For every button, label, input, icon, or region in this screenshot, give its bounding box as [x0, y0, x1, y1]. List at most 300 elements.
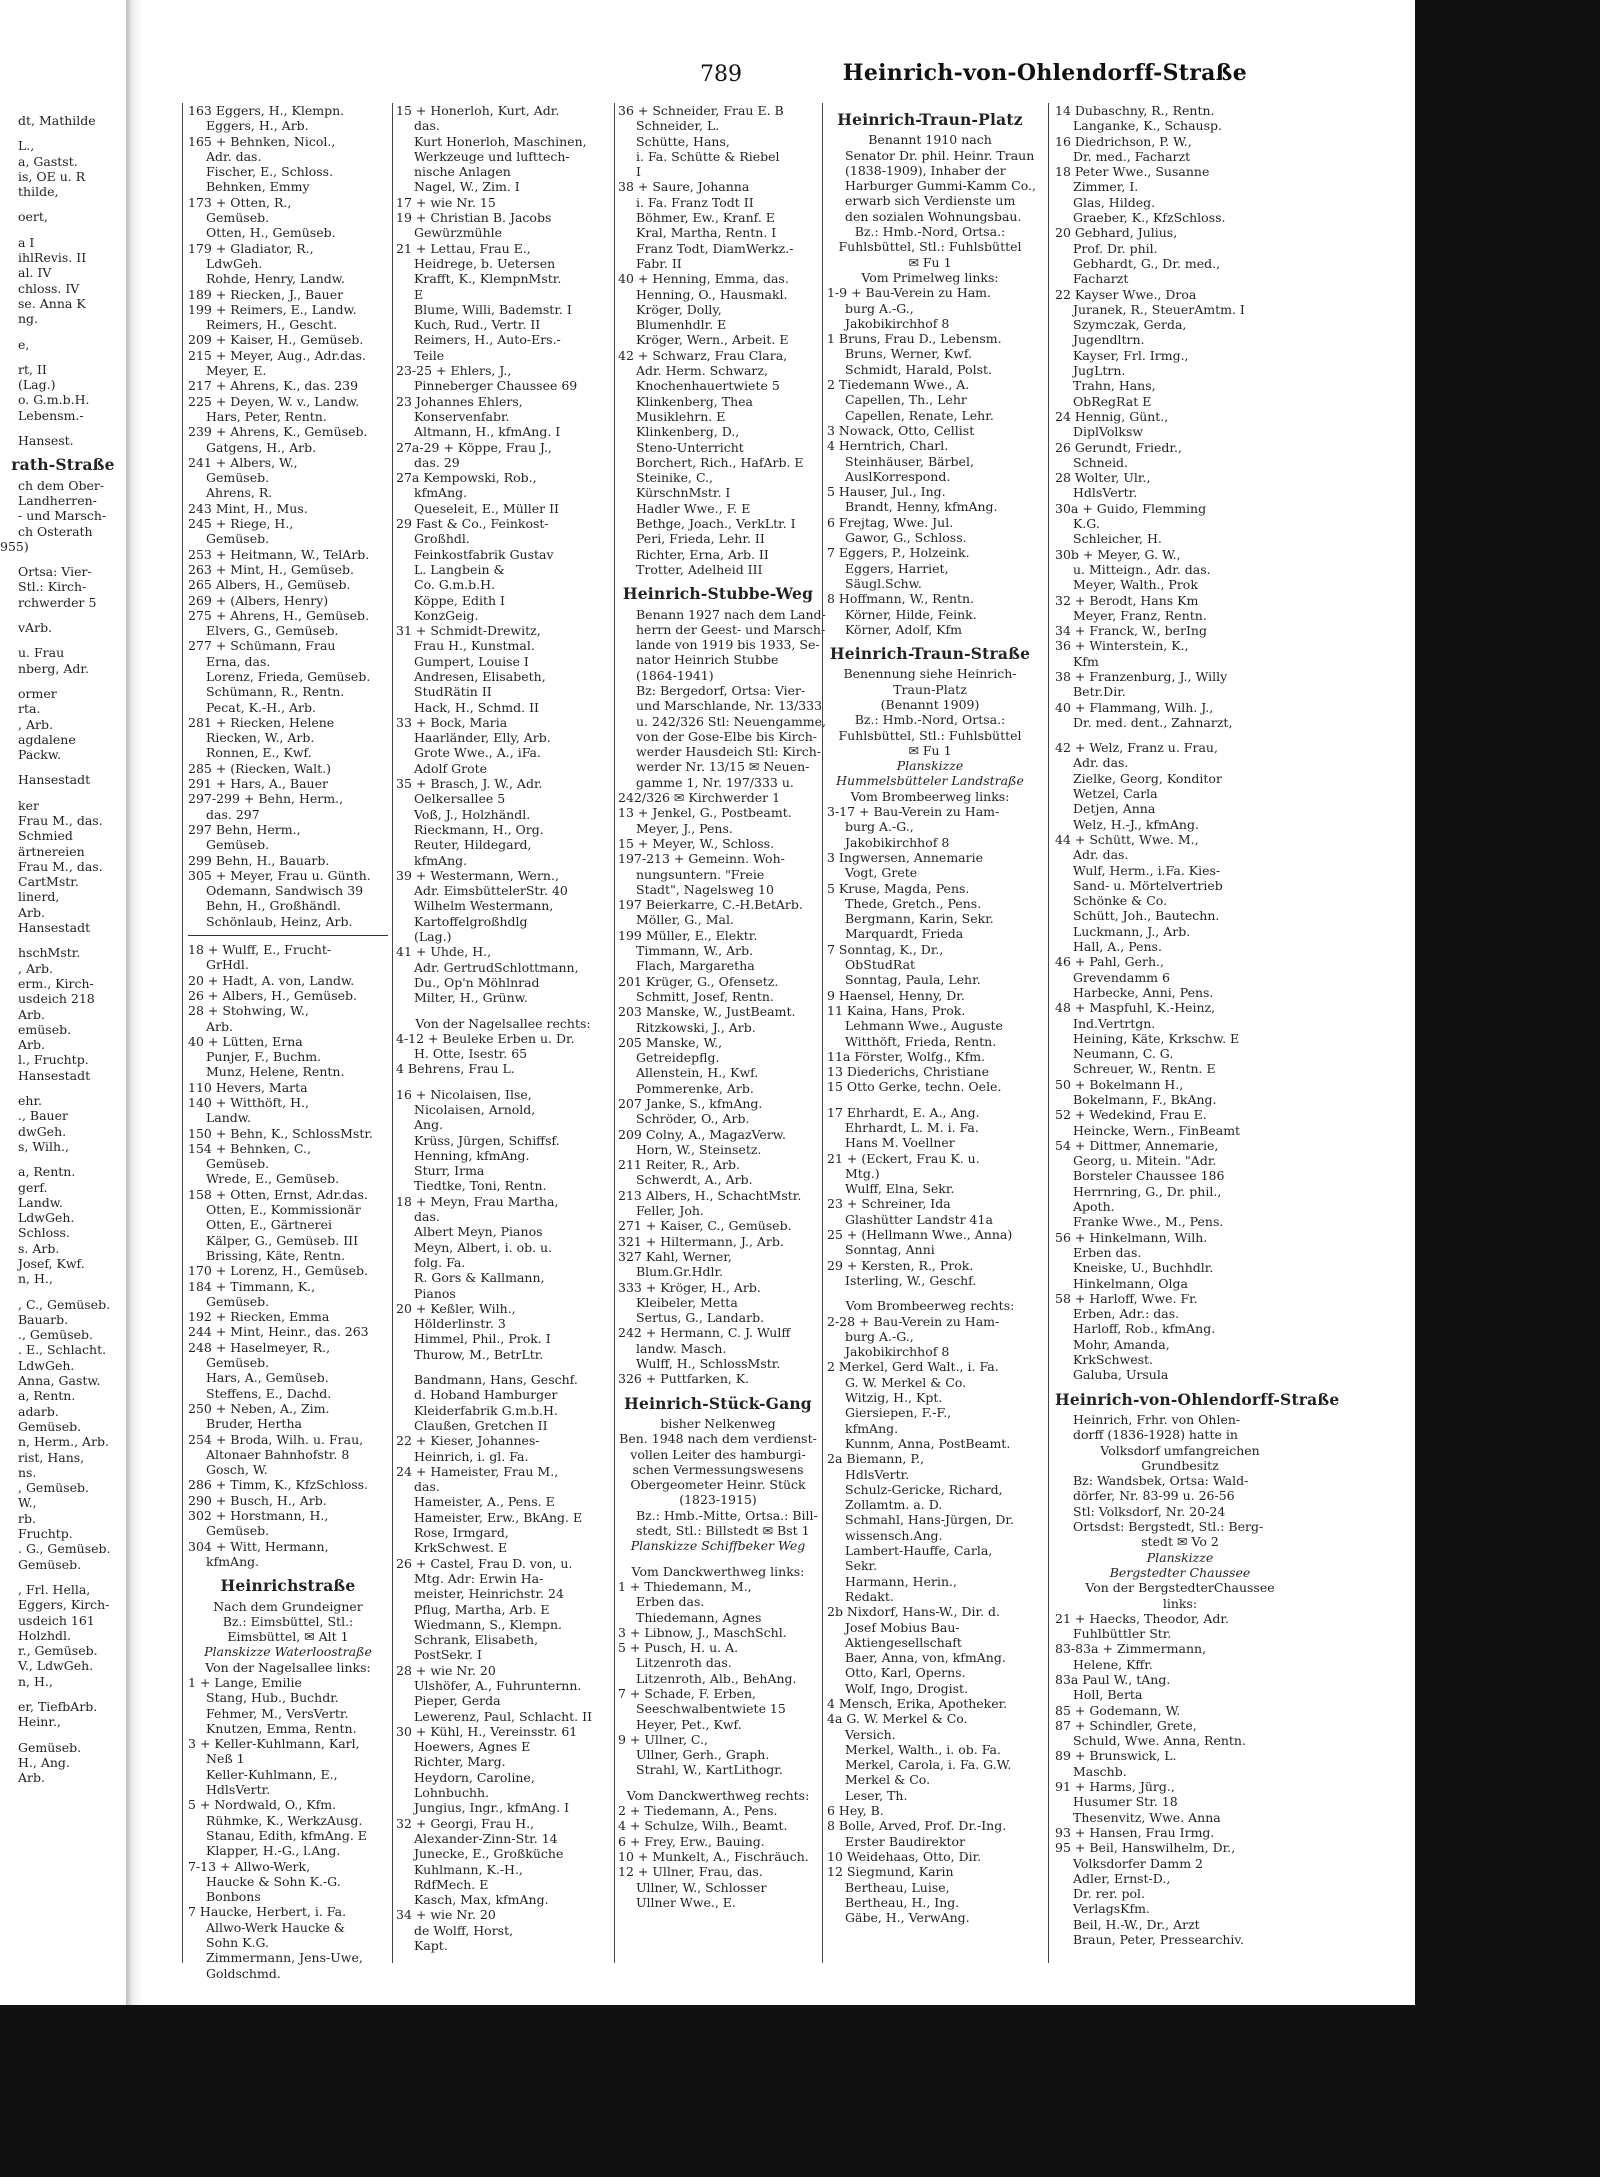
directory-entry: 281 + Riecken, Helene: [188, 714, 335, 730]
directory-entry: Kartoffelgroßhdlg: [414, 913, 528, 929]
directory-entry: Arb.: [18, 1770, 45, 1786]
directory-entry: Kröger, Wern., Arbeit. E: [636, 332, 789, 348]
column-3: [618, 103, 827, 1910]
directory-entry: Sturr, Irma: [414, 1163, 485, 1179]
directory-entry: 23 + Schreiner, Ida: [827, 1196, 951, 1212]
directory-entry: Sonntag, Paula, Lehr.: [845, 972, 981, 988]
directory-entry: nator Heinrich Stubbe: [636, 652, 779, 668]
directory-entry: 254 + Broda, Wilh. u. Frau,: [188, 1431, 364, 1447]
directory-entry: Heyer, Pet., Kwf.: [636, 1716, 742, 1732]
directory-entry: 197 Beierkarre, C.-H.BetArb.: [618, 897, 803, 913]
directory-entry: 305 + Meyer, Frau u. Günth.: [188, 867, 371, 883]
directory-entry: Milter, H., Grünw.: [414, 990, 528, 1006]
directory-entry: 91 + Harms, Jürg.,: [1055, 1779, 1175, 1795]
directory-entry: 199 + Reimers, E., Landw.: [188, 301, 357, 317]
directory-entry: Werkzeuge und lufttech-: [414, 148, 570, 164]
spacer: [827, 1288, 1033, 1298]
directory-entry: al. IV: [18, 265, 52, 281]
directory-entry: LdwGeh.: [18, 1357, 75, 1373]
directory-entry: oert,: [18, 209, 48, 225]
directory-entry: Josef Mobius Bau-: [845, 1619, 960, 1635]
directory-entry: rchwerder 5: [18, 594, 97, 610]
directory-entry: landw. Masch.: [636, 1340, 727, 1356]
directory-entry: Ang.: [414, 1117, 444, 1133]
directory-entry: Schütt, Joh., Bautechn.: [1073, 908, 1220, 924]
planskizze-note: Planskizze Waterloostraße: [204, 1644, 372, 1660]
directory-entry: Pecat, K.-H., Arb.: [206, 699, 317, 715]
directory-entry: 2 Tiedemann Wwe., A.: [827, 377, 970, 393]
directory-entry: 29 + Kersten, R., Prok.: [827, 1257, 974, 1273]
directory-entry: 265 Albers, H., Gemüseb.: [188, 577, 351, 593]
directory-entry: Bandmann, Hans, Geschf.: [414, 1372, 578, 1388]
spacer: [0, 635, 126, 645]
directory-entry: Alexander-Zinn-Str. 14: [414, 1830, 558, 1846]
directory-entry: Jakobikirchhof 8: [845, 315, 950, 331]
directory-entry: 11a Förster, Wolfg., Kfm.: [827, 1048, 986, 1064]
directory-entry: Hameister, Erw., BkAng. E: [414, 1509, 583, 1525]
directory-entry: Detjen, Anna: [1073, 801, 1156, 817]
directory-entry: rta.: [18, 701, 41, 717]
directory-entry: Glas, Hildeg.: [1073, 194, 1156, 210]
directory-entry: Gemüseb.: [206, 470, 270, 486]
directory-entry: 211 Reiter, R., Arb.: [618, 1157, 740, 1173]
directory-entry: 21 + Haecks, Theodor, Adr.: [1055, 1610, 1230, 1626]
directory-entry: 22 Kayser Wwe., Droa: [1055, 286, 1197, 302]
directory-entry: Himmel, Phil., Prok. I: [414, 1331, 551, 1347]
directory-entry: burg A.-G.,: [845, 300, 914, 316]
directory-entry: , Arb.: [18, 960, 53, 976]
spacer: [0, 423, 126, 433]
directory-entry: Blumenhdlr. E: [636, 317, 727, 333]
directory-entry: n, Herm., Arb.: [18, 1434, 110, 1450]
spacer: [0, 128, 126, 138]
directory-entry: Gemüseb.: [18, 1418, 82, 1434]
directory-entry: Steffens, E., Dachd.: [206, 1385, 332, 1401]
spacer: [0, 1083, 126, 1093]
street-info-line: Fuhlsbüttel, Stl.: Fuhlsbüttel: [838, 727, 1022, 743]
directory-entry: Steinhäuser, Bärbel,: [845, 453, 974, 469]
directory-entry: Krüss, Jürgen, Schiffsf.: [414, 1132, 560, 1148]
directory-entry: 7 Haucke, Herbert, i. Fa.: [188, 1904, 347, 1920]
directory-entry: Sohn K.G.: [206, 1935, 269, 1951]
directory-entry: Hans M. Voellner: [845, 1135, 955, 1151]
directory-entry: 201 Krüger, G., Ofensetz.: [618, 973, 779, 989]
directory-entry: Hansestadt: [18, 772, 91, 788]
directory-entry: Meyer, Franz, Rentn.: [1073, 607, 1207, 623]
directory-entry: Fehmer, M., VersVertr.: [206, 1705, 349, 1721]
directory-entry: Ritzkowski, J., Arb.: [636, 1019, 756, 1035]
directory-entry: Kasch, Max, kfmAng.: [414, 1892, 549, 1908]
directory-entry: n, H.,: [18, 1271, 53, 1287]
directory-entry: usdeich 218: [18, 991, 95, 1007]
directory-entry: Graeber, K., KfzSchloss.: [1073, 210, 1226, 226]
directory-entry: Harburger Gummi-Kamm Co.,: [845, 178, 1036, 194]
directory-entry: Aktiengesellschaft: [845, 1634, 962, 1650]
directory-entry: Hoewers, Agnes E: [414, 1739, 531, 1755]
directory-entry: Peri, Frieda, Lehr. II: [636, 531, 765, 547]
street-info-line: Ben. 1948 nach dem verdienst-: [619, 1431, 817, 1447]
directory-entry: 26 + Castel, Frau D. von, u.: [396, 1555, 573, 1571]
street-info-line: vollen Leiter des hamburgi-: [630, 1446, 806, 1462]
directory-entry: Jungius, Ingr., kfmAng. I: [414, 1800, 570, 1816]
directory-entry: Anna, Gastw.: [18, 1373, 101, 1389]
directory-entry: 8 Hoffmann, W., Rentn.: [827, 591, 975, 607]
directory-entry: 35 + Brasch, J. W., Adr.: [396, 776, 543, 792]
directory-entry: Schrank, Elisabeth,: [414, 1632, 539, 1648]
directory-entry: Schröder, O., Arb.: [636, 1111, 750, 1127]
street-info-line: schen Vermessungswesens: [632, 1461, 804, 1477]
directory-entry: 83a Paul W., tAng.: [1055, 1671, 1171, 1687]
directory-entry: 7 Eggers, P., Holzeink.: [827, 545, 970, 561]
directory-entry: 34 + Franck, W., berIng: [1055, 623, 1207, 639]
directory-entry: ng.: [18, 311, 39, 327]
directory-entry: Gumpert, Louise I: [414, 653, 529, 669]
directory-entry: 56 + Hinkelmann, Wilh.: [1055, 1229, 1208, 1245]
directory-entry: kfmAng.: [845, 1420, 899, 1436]
directory-entry: Jakobikirchhof 8: [845, 1344, 950, 1360]
directory-entry: agdalene: [18, 731, 76, 747]
directory-entry: das.: [414, 1479, 440, 1495]
directory-entry: Bz: Bergedorf, Ortsa: Vier-: [636, 682, 806, 698]
directory-entry: dörfer, Nr. 83-99 u. 26-56: [1073, 1488, 1235, 1504]
directory-entry: Adr. Herm. Schwarz,: [636, 363, 768, 379]
directory-entry: Altmann, H., kfmAng. I: [414, 424, 561, 440]
directory-entry: 5 + Nordwald, O., Kfm.: [188, 1797, 337, 1813]
directory-entry: Meyer, J., Pens.: [636, 820, 733, 836]
directory-entry: 27a-29 + Köppe, Frau J.,: [396, 439, 552, 455]
directory-entry: Ehrhardt, L. M. i. Fa.: [845, 1120, 979, 1135]
directory-entry: 217 + Ahrens, K., das. 239: [188, 378, 359, 394]
directory-entry: Schmitt, Josef, Rentn.: [636, 988, 774, 1004]
directory-entry: 7 + Schade, F. Erben,: [618, 1685, 756, 1701]
directory-entry: Schütte, Hans,: [636, 133, 730, 149]
directory-entry: 18 + Wulff, E., Frucht-: [188, 942, 332, 958]
directory-entry: Stl: Volksdorf, Nr. 20-24: [1073, 1503, 1226, 1519]
street-info-line: Grundbesitz: [1141, 1457, 1219, 1473]
directory-entry: ch dem Ober-: [18, 477, 105, 493]
directory-entry: Kneiske, U., Buchhdlr.: [1073, 1260, 1214, 1276]
directory-entry: kfmAng.: [206, 1553, 260, 1569]
directory-entry: Elvers, G., Gemüseb.: [206, 623, 339, 639]
directory-entry: Bethge, Joach., VerkLtr. I: [636, 516, 796, 532]
directory-entry: Lehmann Wwe., Auguste: [845, 1018, 1003, 1034]
directory-entry: gerf.: [18, 1179, 48, 1195]
directory-entry: 3-17 + Bau-Verein zu Ham-: [827, 804, 1000, 820]
directory-entry: 290 + Busch, H., Arb.: [188, 1492, 327, 1508]
directory-entry: u. Frau: [18, 645, 65, 661]
directory-entry: H. Otte, Isestr. 65: [414, 1046, 528, 1062]
directory-entry: Heinrich, Frhr. von Ohlen-: [1073, 1411, 1241, 1427]
directory-entry: Schulz-Gericke, Richard,: [845, 1481, 1003, 1497]
street-info-line: Vom Brombeerweg rechts:: [845, 1298, 1015, 1314]
spacer: [0, 762, 126, 772]
directory-entry: 3 + Libnow, J., MaschSchl.: [618, 1624, 787, 1640]
directory-entry: LdwGeh.: [206, 255, 263, 271]
directory-entry: Franz Todt, DiamWerkz.-: [636, 240, 794, 256]
directory-entry: Merkel, Walth., i. ob. Fa.: [845, 1741, 1001, 1757]
directory-entry: Gemüseb.: [206, 531, 270, 547]
directory-entry: 215 + Meyer, Aug., Adr.das.: [188, 347, 366, 363]
directory-entry: folg. Fa.: [414, 1254, 466, 1270]
directory-entry: 184 + Timmann, K.,: [188, 1278, 316, 1294]
directory-entry: 20 + Hadt, A. von, Landw.: [188, 972, 355, 988]
directory-entry: 302 + Horstmann, H.,: [188, 1508, 329, 1524]
street-heading: Heinrich-Stubbe-Weg: [622, 584, 814, 604]
directory-entry: Blum.Gr.Hdlr.: [636, 1264, 724, 1280]
directory-entry: 42 + Welz, Franz u. Frau,: [1055, 740, 1218, 756]
directory-entry: von der Gose-Elbe bis Kirch-: [636, 728, 817, 744]
directory-entry: 16 Diedrichson, P. W.,: [1055, 133, 1192, 149]
directory-entry: Goldschmd.: [206, 1965, 281, 1981]
directory-entry: Ullner, Gerh., Graph.: [636, 1747, 770, 1763]
column-rule: [614, 103, 615, 1963]
directory-entry: 16 + Nicolaisen, Ilse,: [396, 1086, 532, 1102]
directory-entry: Heydorn, Caroline,: [414, 1769, 535, 1785]
directory-entry: 26 Gerundt, Friedr.,: [1055, 439, 1182, 455]
directory-entry: 333 + Kröger, H., Arb.: [618, 1279, 761, 1295]
directory-entry: Wolf, Ingo, Drogist.: [845, 1680, 969, 1696]
directory-entry: Haarländer, Elly, Arb.: [414, 730, 551, 746]
directory-entry: Kapt.: [414, 1938, 448, 1954]
directory-entry: Holzhdl.: [18, 1627, 72, 1643]
directory-entry: 205 Manske, W.,: [618, 1034, 723, 1050]
directory-entry: meister, Heinrichstr. 24: [414, 1586, 564, 1602]
street-info-line: ✉ Fu 1: [908, 742, 952, 758]
directory-entry: 27a Kempowski, Rob.,: [396, 470, 537, 486]
directory-entry: Schloss.: [18, 1225, 70, 1241]
directory-entry: Capellen, Th., Lehr: [845, 392, 967, 408]
directory-entry: Maschb.: [1073, 1763, 1127, 1779]
directory-entry: Kälper, G., Gemüseb. III: [206, 1232, 359, 1248]
spacer: [618, 1554, 818, 1564]
directory-entry: Mtg. Adr: Erwin Ha-: [414, 1570, 544, 1586]
directory-entry: Juranek, R., SteuerAmtm. I: [1073, 301, 1245, 317]
spacer: [0, 788, 126, 798]
directory-entry: 150 + Behn, K., SchlossMstr.: [188, 1125, 373, 1141]
directory-entry: Versich.: [845, 1726, 896, 1742]
directory-entry: 10 Weidehaas, Otto, Dir.: [827, 1848, 982, 1864]
directory-entry: Säugl.Schw.: [845, 575, 922, 591]
directory-entry: Borchert, Rich., HafArb. E: [636, 454, 804, 470]
directory-entry: 36 + Winterstein, K.,: [1055, 638, 1189, 654]
directory-entry: Blume, Willi, Bademstr. I: [414, 301, 572, 317]
street-info-line: Von der BergstedterChaussee: [1085, 1580, 1275, 1596]
directory-entry: 199 Müller, E., Elektr.: [618, 927, 758, 943]
directory-entry: 2a Biemann, P.,: [827, 1451, 925, 1467]
directory-entry: Getreidepflg.: [636, 1050, 720, 1066]
directory-entry: 40 + Henning, Emma, das.: [618, 271, 789, 287]
directory-entry: Sertus, G., Landarb.: [636, 1310, 765, 1326]
directory-entry: K.G.: [1073, 516, 1100, 532]
directory-entry: 4a G. W. Merkel & Co.: [827, 1711, 968, 1727]
directory-entry: Gäbe, H., VerwAng.: [845, 1910, 970, 1926]
directory-entry: Leser, Th.: [845, 1787, 908, 1803]
directory-entry: Giersiepen, F.-F.,: [845, 1405, 952, 1421]
directory-entry: 87 + Schindler, Grete,: [1055, 1717, 1197, 1733]
planskizze-note: Planskizze: [1146, 1549, 1214, 1565]
directory-entry: 20 + Keßler, Wilh.,: [396, 1300, 516, 1316]
directory-entry: und Marschlande, Nr. 13/333: [636, 698, 823, 714]
directory-entry: - und Marsch-: [18, 508, 107, 524]
directory-entry: Adr. das.: [1073, 755, 1129, 771]
directory-entry: das.: [414, 1209, 440, 1225]
directory-entry: o. G.m.b.H.: [18, 392, 90, 408]
directory-entry: HdlsVertr.: [1073, 485, 1138, 501]
directory-entry: LdwGeh.: [18, 1210, 75, 1226]
page-header: [0, 58, 1415, 98]
directory-entry: Neumann, C. G.: [1073, 1046, 1174, 1062]
directory-entry: linerd,: [18, 889, 60, 905]
directory-entry: 95 + Beil, Hanswilhelm, Dr.,: [1055, 1840, 1236, 1856]
spacer: [0, 1572, 126, 1582]
directory-entry: Haucke & Sohn K.-G.: [206, 1873, 341, 1889]
directory-entry: Meyn, Albert, i. ob. u.: [414, 1239, 553, 1255]
directory-entry: Fruchtp.: [18, 1526, 73, 1542]
directory-entry: Klinkenberg, D.,: [636, 424, 740, 440]
directory-entry: Oelkersallee 5: [414, 791, 506, 807]
directory-entry: rist, Hans,: [18, 1449, 85, 1465]
directory-entry: 89 + Brunswick, L.: [1055, 1748, 1177, 1764]
directory-entry: 23-25 + Ehlers, J.,: [396, 363, 512, 379]
directory-entry: Timmann, W., Arb.: [636, 943, 754, 959]
directory-entry: Hack, H., Schmd. II: [414, 699, 539, 715]
directory-entry: 9 Haensel, Henny, Dr.: [827, 987, 965, 1003]
directory-entry: Kunnm, Anna, PostBeamt.: [845, 1435, 1011, 1451]
directory-entry: Andresen, Elisabeth,: [414, 668, 546, 684]
section-divider: [188, 935, 388, 936]
directory-entry: Rieckmann, H., Org.: [414, 821, 544, 837]
directory-entry: Fuhlbüttler Str.: [1073, 1626, 1172, 1642]
directory-entry: den sozialen Wohnungsbau.: [845, 208, 1022, 224]
directory-entry: Klinkenberg, Thea: [636, 393, 753, 409]
directory-entry: Schönke & Co.: [1073, 893, 1168, 909]
directory-entry: Harmann, Herin.,: [845, 1573, 957, 1589]
directory-entry: 19 + Christian B. Jacobs: [396, 210, 552, 226]
directory-entry: R. Gors & Kallmann,: [414, 1270, 545, 1286]
directory-entry: Henning, kfmAng.: [414, 1147, 530, 1163]
directory-entry: 2 + Tiedemann, A., Pens.: [618, 1803, 778, 1819]
directory-entry: Schreuer, W., Rentn. E: [1073, 1061, 1216, 1077]
directory-entry: Senator Dr. phil. Heinr. Traun: [845, 147, 1035, 163]
spacer: [396, 1362, 610, 1372]
directory-entry: Co. G.m.b.H.: [414, 577, 496, 593]
directory-entry: (1864-1941): [636, 667, 714, 683]
directory-entry: Stang, Hub., Buchdr.: [206, 1690, 339, 1706]
directory-entry: chloss. IV: [18, 280, 80, 296]
directory-entry: Meyer, Walth., Prok: [1073, 577, 1198, 593]
planskizze-note: Planskizze Schiffbeker Weg: [630, 1538, 806, 1554]
directory-entry: Harloff, Rob., kfmAng.: [1073, 1321, 1216, 1337]
directory-entry: Gemüseb.: [18, 1739, 82, 1755]
directory-entry: Husumer Str. 18: [1073, 1794, 1178, 1810]
directory-entry: 286 + Timm, K., KfzSchloss.: [188, 1477, 369, 1493]
directory-entry: d. Hoband Hamburger: [414, 1387, 558, 1403]
directory-entry: 42 + Schwarz, Frau Clara,: [618, 347, 788, 363]
spacer: [618, 1778, 818, 1788]
directory-entry: Gosch, W.: [206, 1462, 268, 1478]
directory-entry: Queseleit, E., Müller II: [414, 500, 559, 516]
directory-entry: JugLtrn.: [1073, 363, 1126, 379]
street-info-line: Bz.: Eimsbüttel, Stl.:: [222, 1613, 354, 1629]
directory-entry: Bz.: Hmb.-Mitte, Ortsa.: Bill-: [636, 1507, 818, 1523]
directory-entry: 192 + Riecken, Emma: [188, 1309, 330, 1325]
directory-entry: Körner, Hilde, Feink.: [845, 606, 977, 622]
directory-entry: 33 + Bock, Maria: [396, 714, 508, 730]
directory-entry: Holl, Berta: [1073, 1687, 1143, 1703]
street-info-line: Vom Danckwerthweg rechts:: [626, 1787, 810, 1803]
directory-entry: Grevendamm 6: [1073, 969, 1170, 985]
directory-entry: usdeich 161: [18, 1612, 95, 1628]
directory-entry: 29 Fast & Co., Feinkost-: [396, 516, 549, 532]
directory-entry: 5 Kruse, Magda, Pens.: [827, 880, 970, 896]
directory-entry: Kral, Martha, Rentn. I: [636, 225, 777, 241]
street-heading: Heinrich-Stück-Gang: [624, 1393, 812, 1413]
street-info-line: Von der Nagelsallee links:: [205, 1659, 371, 1675]
directory-entry: Wilhelm Westermann,: [414, 898, 554, 914]
directory-entry: 277 + Schümann, Frau: [188, 638, 336, 654]
directory-entry: Merkel, Carola, i. Fa. G.W.: [845, 1757, 1012, 1773]
directory-entry: 6 + Frey, Erw., Bauing.: [618, 1833, 765, 1849]
directory-entry: Gemüseb.: [206, 837, 270, 853]
directory-entry: 83-83a + Zimmermann,: [1055, 1641, 1207, 1657]
directory-entry: Lebensm.-: [18, 407, 84, 423]
street-info-line: Vom Brombeerweg links:: [850, 788, 1010, 804]
directory-entry: 18 + Meyn, Frau Martha,: [396, 1193, 559, 1209]
directory-entry: Redakt.: [845, 1588, 894, 1604]
directory-entry: 11 Kaina, Hans, Prok.: [827, 1002, 966, 1018]
directory-entry: 239 + Ahrens, K., Gemüseb.: [188, 424, 368, 440]
directory-entry: Rühmke, K., WerkzAusg.: [206, 1812, 363, 1828]
directory-entry: 203 Manske, W., JustBeamt.: [618, 1004, 796, 1020]
directory-entry: Thesenvitz, Wwe. Anna: [1073, 1809, 1221, 1825]
directory-entry: Steinike, C.,: [636, 470, 714, 486]
directory-entry: burg A.-G.,: [845, 1328, 914, 1344]
directory-entry: Schwerdt, A., Arb.: [636, 1172, 753, 1188]
directory-entry: Odemann, Sandwisch 39: [206, 883, 364, 899]
directory-entry: Kleiderfabrik G.m.b.H.: [414, 1402, 558, 1418]
directory-entry: Heining, Käte, Krkschw. E: [1073, 1030, 1240, 1046]
directory-entry: 30 + Kühl, H., Vereinsstr. 61: [396, 1723, 578, 1739]
directory-entry: Sekr.: [845, 1558, 878, 1574]
directory-entry: Herrnring, G., Dr. phil.,: [1073, 1183, 1222, 1199]
directory-entry: Vogt, Grete: [845, 865, 918, 881]
directory-entry: Erben das.: [1073, 1244, 1142, 1260]
directory-entry: Ullner, W., Schlosser: [636, 1879, 767, 1895]
directory-entry: Ullner Wwe., E.: [636, 1894, 736, 1910]
directory-entry: ObStudRat: [845, 957, 916, 973]
spacer: [0, 352, 126, 362]
directory-entry: Zielke, Georg, Konditor: [1073, 770, 1222, 786]
directory-entry: Baer, Anna, von, kfmAng.: [845, 1650, 1006, 1666]
directory-entry: W.,: [18, 1495, 37, 1511]
directory-entry: Ind.Vertrtgn.: [1073, 1015, 1156, 1031]
directory-entry: dwGeh.: [18, 1123, 67, 1139]
directory-entry: 38 + Franzenburg, J., Willy: [1055, 668, 1228, 684]
directory-entry: 13 Diederichs, Christiane: [827, 1064, 990, 1080]
directory-entry: 179 + Gladiator, R.,: [188, 240, 314, 256]
street-info-line: Benannt 1910 nach: [868, 132, 992, 148]
spacer: [0, 1730, 126, 1740]
directory-entry: Thurow, M., BetrLtr.: [414, 1346, 544, 1362]
directory-entry: Gawor, G., Schloss.: [845, 530, 967, 546]
directory-entry: Nagel, W., Zim. I: [414, 179, 520, 195]
directory-entry: H., Ang.: [18, 1754, 70, 1770]
directory-entry: thilde,: [18, 184, 59, 200]
directory-entry: 321 + Hiltermann, J., Arb.: [618, 1233, 784, 1249]
directory-entry: 275 + Ahrens, H., Gemüseb.: [188, 607, 370, 623]
column-2: [396, 103, 610, 1953]
directory-entry: werder Hausdeich Stl: Kirch-: [636, 744, 822, 760]
